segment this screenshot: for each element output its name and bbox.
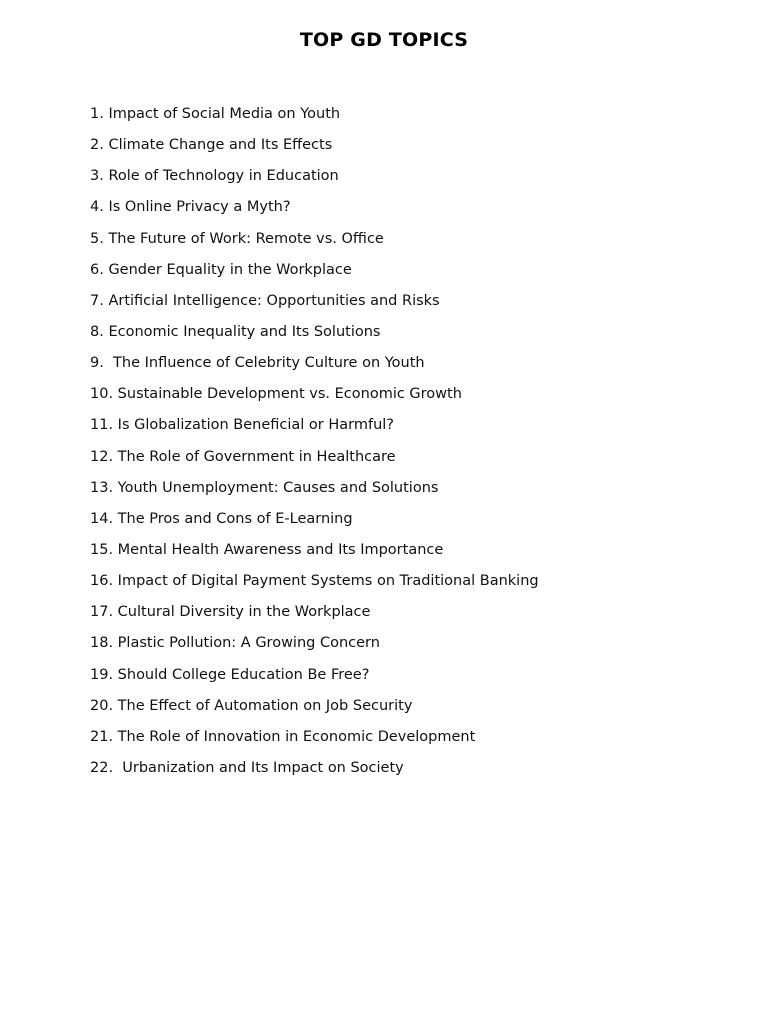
topic-item: 11. Is Globalization Beneficial or Harmful? [90,417,394,434]
topic-item: 14. The Pros and Cons of E-Learning [90,510,353,527]
topic-item: 4. Is Online Privacy a Myth? [90,199,291,216]
topic-item: 13. Youth Unemployment: Causes and Solutions [90,479,439,496]
topic-item: 2. Climate Change and Its Effects [90,137,333,154]
topic-item: 19. Should College Education Be Free? [90,666,370,683]
topic-item: 10. Sustainable Development vs. Economic Growth [90,386,462,403]
topic-item: 15. Mental Health Awareness and Its Importance [90,541,444,558]
topic-item: 6. Gender Equality in the Workplace [90,261,352,278]
topic-item: 12. The Role of Government in Healthcare [90,448,396,465]
page-title: TOP GD TOPICS [299,29,469,51]
topic-item: 18. Plastic Pollution: A Growing Concern [90,635,380,652]
topic-list [90,104,539,789]
topic-item: 16. Impact of Digital Payment Systems on Traditional Banking [90,573,539,590]
topic-item: 8. Economic Inequality and Its Solutions [90,323,381,340]
topic-item: 17. Cultural Diversity in the Workplace [90,604,371,621]
topic-item: 22. Urbanization and Its Impact on Society [90,759,404,776]
topic-item: 21. The Role of Innovation in Economic Development [90,728,476,745]
topic-item: 3. Role of Technology in Education [90,168,339,185]
topic-item: 20. The Effect of Automation on Job Security [90,697,413,714]
topic-item: 7. Artificial Intelligence: Opportunities and Risks [90,292,440,309]
topic-item: 1. Impact of Social Media on Youth [90,106,341,122]
topic-item: 5. The Future of Work: Remote vs. Office [90,230,384,247]
topic-item: 9. The Influence of Celebrity Culture on Youth [90,355,425,372]
